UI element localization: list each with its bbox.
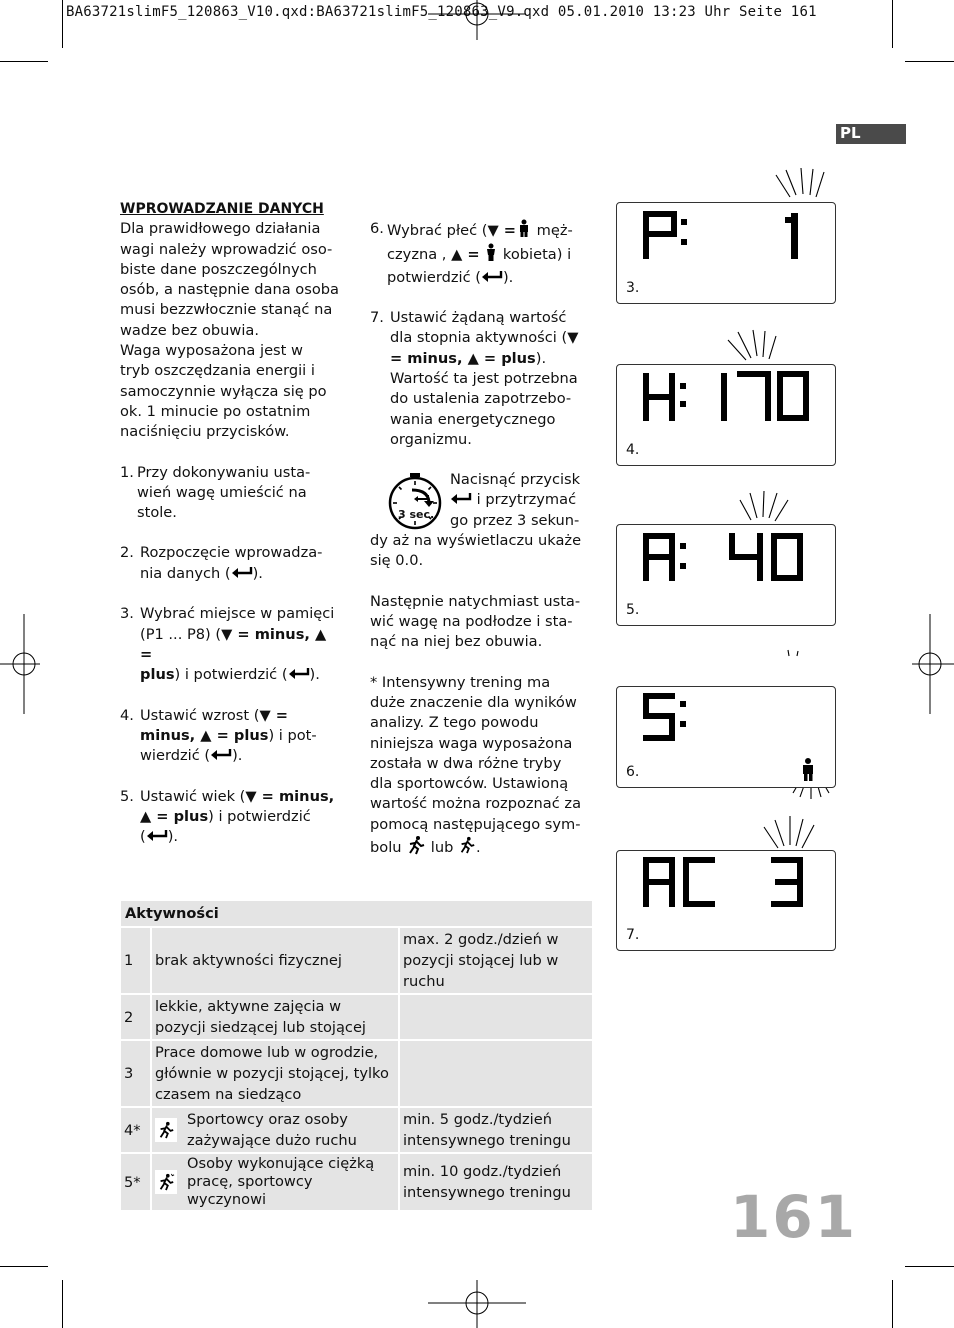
- column-middle: [370, 219, 585, 861]
- text-line: Rozpoczęcie wprowadza-: [140, 544, 323, 562]
- step-number: 7.: [370, 309, 384, 327]
- text-span: Ustawić wzrost (: [140, 706, 260, 724]
- press-hold-instruction: [370, 470, 585, 572]
- column-left: [120, 199, 340, 848]
- section-title: WPROWADZANIE DANYCH: [120, 201, 324, 217]
- step-number: 6.: [370, 220, 384, 237]
- registration-mark-top: [428, 0, 526, 40]
- text-span: ).: [502, 268, 514, 286]
- stopwatch-icon: [386, 472, 444, 530]
- text-line: Następnie natychmiast usta-: [370, 592, 581, 610]
- registration-mark-right: [912, 614, 954, 714]
- enter-icon: [146, 827, 168, 847]
- table-row: [120, 1040, 593, 1107]
- step-number: 2.: [120, 544, 134, 562]
- row-note: [399, 1040, 593, 1107]
- runner-icon: [458, 836, 476, 860]
- enter-icon: [481, 268, 503, 288]
- table-header-row: [120, 900, 593, 927]
- row-description: Osoby wykonujące ciężką pracę, sportowcy wyczynowi: [187, 1155, 375, 1208]
- text-span: ▲ = plus: [140, 807, 209, 825]
- text-span: = minus, ▲ = plus: [390, 349, 536, 367]
- female-icon: [484, 243, 498, 267]
- table-row: [120, 994, 593, 1040]
- text-line: do ustalenia zapotrzebo-: [390, 390, 572, 408]
- text-span: i przytrzymać: [476, 491, 577, 509]
- enter-icon: [288, 665, 310, 685]
- table-header: Aktywności: [120, 900, 593, 927]
- row-description: brak aktywności fizycznej: [151, 927, 399, 994]
- crop-mark: [892, 1280, 893, 1328]
- lcd-digits: [617, 851, 835, 950]
- print-slug: BA63721slimF5_120863_V10.qxd:BA63721slimF5_120863_V9.qxd 05.01.2010 13:23 Uhr Seite 161: [66, 4, 817, 20]
- text-line: dla sportowców. Ustawioną: [370, 775, 569, 793]
- table-row: [120, 927, 593, 994]
- lcd-label: 6.: [626, 764, 640, 780]
- lcd-label: 7.: [626, 927, 640, 943]
- text-span: ▼ = minus, ▲ =: [140, 625, 327, 663]
- step-6: [370, 219, 585, 288]
- runner-icon: [406, 835, 426, 861]
- text-line: nąć na niej bez obuwia.: [370, 633, 543, 651]
- lcd-digits: [617, 525, 835, 625]
- text-line: * Intensywny trening ma: [370, 673, 551, 691]
- text-line: Waga wyposażona jest w: [120, 342, 303, 360]
- text-line: wić wagę na podłodze i sta-: [370, 613, 573, 631]
- text-line: osób, a następnie dana osoba: [120, 281, 339, 299]
- text-line: biste dane poszczególnych: [120, 260, 317, 278]
- crop-mark: [892, 0, 893, 48]
- text-span: ).: [535, 349, 547, 367]
- step-1: [120, 463, 340, 524]
- note-paragraph: [370, 673, 585, 862]
- text-line: ok. 1 minucie po ostatnim: [120, 402, 311, 420]
- lcd-digits: [617, 365, 835, 465]
- lcd-digits: [617, 203, 835, 303]
- text-line: samoczynnie wyłącza się po: [120, 382, 327, 400]
- crop-mark: [0, 61, 48, 62]
- step-number: 1.: [120, 463, 134, 481]
- text-span: (: [140, 828, 146, 846]
- step-number: 3.: [120, 605, 134, 623]
- male-icon: [516, 219, 532, 243]
- row-description-cell: [151, 1153, 399, 1211]
- text-line: Wybrać miejsce w pamięci: [140, 605, 335, 623]
- enter-icon: [210, 746, 232, 766]
- row-note: min. 10 godz./tydzień intensywnego treningu: [399, 1153, 593, 1211]
- text-line: niniejsza waga wyposażona: [370, 734, 573, 752]
- text-span: Nacisnąć przycisk: [450, 471, 581, 489]
- next-paragraph: [370, 592, 585, 653]
- row-number: 1: [120, 927, 151, 994]
- step-number: 5.: [120, 787, 134, 805]
- text-line: organizmu.: [390, 430, 472, 448]
- text-span: ▼ =: [487, 222, 516, 240]
- text-span: ▲ =: [451, 246, 480, 264]
- text-line: musi bezzwłocznie stanąć na: [120, 301, 333, 319]
- text-span: męż-: [536, 222, 573, 240]
- lcd-display-sex: [616, 686, 836, 788]
- lcd-display-height: [616, 364, 836, 466]
- language-tab: PL: [836, 124, 906, 144]
- step-number: 4.: [120, 706, 134, 724]
- text-span: Ustawić wiek (: [140, 787, 246, 805]
- text-span: ).: [252, 564, 263, 582]
- text-line: Ustawić żądaną wartość: [390, 309, 567, 327]
- registration-mark-bottom: [428, 1280, 526, 1328]
- timer-label: 3 sec.: [398, 508, 435, 522]
- step-7: [370, 308, 585, 450]
- text-line: duże znaczenie dla wyników: [370, 693, 577, 711]
- text-line: dy aż na wyświetlaczu ukaże: [370, 532, 582, 550]
- text-line: pomocą następującego sym-: [370, 815, 581, 833]
- row-note: max. 2 godz./dzień w pozycji stojącej lub w ruchu: [399, 927, 593, 994]
- registration-mark-left: [0, 614, 40, 714]
- text-line: wartość można rozpoznać za: [370, 795, 582, 813]
- runner-icon: [155, 1118, 177, 1142]
- text-span: potwierdzić (: [387, 268, 481, 286]
- table-row: [120, 1107, 593, 1153]
- text-span: ) i potwierdzić: [208, 807, 311, 825]
- text-line: Przy dokonywaniu usta-: [137, 463, 311, 481]
- row-note: min. 5 godz./tydzień intensywnego treningu: [399, 1107, 593, 1153]
- text-span: kobieta) i: [502, 246, 572, 264]
- table-row: [120, 1153, 593, 1211]
- text-span: ) i potwierdzić (: [174, 666, 288, 684]
- text-span: ▼: [567, 329, 579, 347]
- row-description: Sportowcy oraz osoby zażywające dużo ruchu: [187, 1111, 357, 1149]
- crop-mark: [62, 0, 63, 48]
- row-number: 3: [120, 1040, 151, 1107]
- text-line: tryb oszczędzania energii i: [120, 362, 315, 380]
- activity-table: [119, 899, 594, 1212]
- enter-icon: [450, 490, 472, 510]
- row-description: Prace domowe lub w ogrodzie, głównie w pozycji stojącej, tylko czasem na siedząco: [151, 1040, 399, 1107]
- text-span: ▼ = minus,: [245, 787, 335, 805]
- text-line: została w dwa różne tryby: [370, 754, 562, 772]
- text-span: ▼ =: [259, 706, 289, 724]
- energy-paragraph: [120, 341, 340, 442]
- text-span: (P1 ... P8) (: [140, 625, 222, 643]
- text-span: nia danych (: [140, 564, 231, 582]
- text-line: wadze bez obuwia.: [120, 321, 259, 339]
- crop-mark: [905, 61, 954, 62]
- text-line: go przez 3 sekun-: [450, 511, 580, 529]
- text-span: wierdzić (: [140, 747, 211, 765]
- text-span: lub: [430, 839, 454, 857]
- runner-icon: [155, 1170, 177, 1194]
- text-span: dla stopnia aktywności (: [390, 329, 568, 347]
- text-span: .: [476, 839, 481, 857]
- text-span: bolu: [370, 839, 402, 857]
- text-line: wania energetycznego: [390, 410, 556, 428]
- row-number: 5*: [120, 1153, 151, 1211]
- text-span: ).: [232, 747, 243, 765]
- crop-mark: [905, 1266, 954, 1267]
- text-span: ).: [309, 666, 320, 684]
- lcd-label: 5.: [626, 602, 640, 618]
- text-span: ).: [167, 828, 179, 846]
- text-line: Wartość ta jest potrzebna: [390, 369, 578, 387]
- text-line: wień wagę umieścić na: [137, 483, 307, 501]
- row-description-cell: [151, 1107, 399, 1153]
- row-note: [399, 994, 593, 1040]
- lcd-display-memory: [616, 202, 836, 304]
- step-5: [120, 787, 340, 848]
- step-2: [120, 543, 340, 584]
- row-number: 2: [120, 994, 151, 1040]
- text-line: wagi należy wprowadzić oso-: [120, 240, 333, 258]
- lcd-label: 4.: [626, 442, 640, 458]
- text-line: stole.: [137, 504, 177, 522]
- step-4: [120, 706, 340, 767]
- enter-icon: [231, 564, 253, 584]
- intro-paragraph: [120, 219, 340, 341]
- text-line: analizy. Z tego powodu: [370, 714, 539, 732]
- page-number: 161: [730, 1183, 858, 1251]
- crop-mark: [0, 1266, 48, 1267]
- row-description: lekkie, aktywne zajęcia w pozycji siedzącej lub stojącej: [151, 994, 399, 1040]
- text-span: minus, ▲ = plus: [140, 726, 269, 744]
- lcd-label: 3.: [626, 280, 640, 296]
- text-span: ) i pot-: [268, 726, 317, 744]
- text-span: Wybrać płeć (: [387, 222, 488, 240]
- text-line: naciśnięciu przycisków.: [120, 423, 290, 441]
- lcd-display-activity: [616, 850, 836, 951]
- text-span: plus: [140, 666, 175, 684]
- lcd-display-age: [616, 524, 836, 626]
- text-line: się 0.0.: [370, 552, 424, 570]
- text-span: czyzna ,: [387, 246, 447, 264]
- crop-mark: [62, 1280, 63, 1328]
- row-number: 4*: [120, 1107, 151, 1153]
- lcd-digits: [617, 687, 835, 787]
- text-line: Dla prawidłowego działania: [120, 220, 321, 238]
- step-3: [120, 604, 340, 685]
